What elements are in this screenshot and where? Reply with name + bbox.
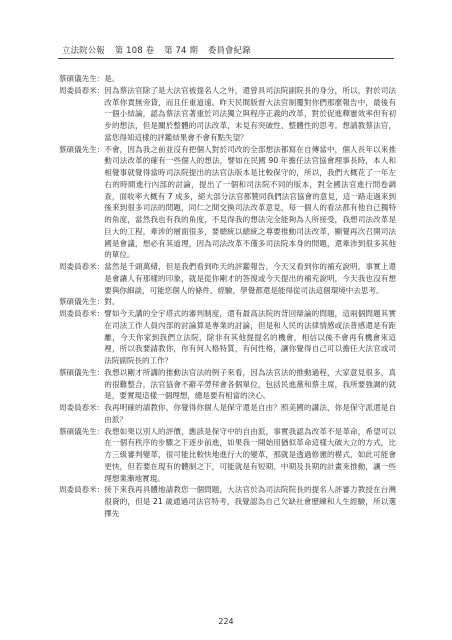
speaker-label: 蔡碩儀先生： bbox=[59, 74, 105, 83]
speaker-label: 周委員春米： bbox=[59, 485, 105, 495]
transcript-paragraph bbox=[59, 484, 396, 519]
speaker-label: 周委員春米： bbox=[59, 309, 105, 318]
speaker-label: 周委員春米： bbox=[59, 403, 105, 412]
transcript-paragraph bbox=[59, 261, 396, 296]
volume-label: 第 108 卷 bbox=[114, 45, 155, 55]
transcript-paragraph bbox=[59, 367, 396, 402]
speaker-label: 蔡碩儀先生： bbox=[59, 297, 105, 307]
speech-text: 是。 bbox=[104, 74, 120, 83]
speech-text: 對。 bbox=[104, 297, 120, 307]
section-label: 委員會紀錄 bbox=[207, 45, 251, 55]
transcript-paragraph bbox=[59, 308, 396, 367]
publication-name: 立法院公報 bbox=[62, 45, 105, 55]
speech-text: 不會，因為我之前並沒有把個人對於司改的全部想法都寫在自傳當中，個人長年以來推動司法改革的確有一些個人的想法，譬如在民國 90 年擔任法官協會理事長時，本人和相覺事就覺得當時司法院提出的法官法版本是比較保守的，所以，我們大概花了一年左右的時間進行內部的討論，提出了一個和司法院不同的版本，對全國法官進行問卷調查，面收率大概有 7 成多，絕大部分法官都贊同我們法官協會的意見，這一路走過來到後來到很多司法的問題，同仁之間交換司法改革意見，每一個人的看法都有他自己獨特的角度，當然我也有我的角度，不見得我的想法完全能夠為人所接受，我想司法改革是巨大的工程，牽涉的層面很多，要總統以總統之尊要推動司法改革，顯覺再次召開司法國是會議，想必有其道理，因為司法改革不僅多司法院本身的問題，還牽涉到很多其他的單位。 bbox=[104, 144, 396, 260]
speech-text: 我想如果以別人的評價，應該是保守中的自由派，事實我認為改革不是革命，希望可以在一個有秩序的步驟之下逐步前進，如果我一開始用猶似革命這樣大破大立的方式，比方三級審判變革，很可能比較快地進行大的變革，那就是透過修憲的模式，如此可能會更快，但若要在現有的體制之下，可能就是有短期、中期及長期的計畫來推動，讓一些理想業漸地實現。 bbox=[104, 426, 396, 483]
transcript-paragraph bbox=[59, 73, 396, 85]
speech-text: 因為蔡法官除了是大法官被提名人之外，還曾具司法院副院長的身分，所以，對於司法改革你責無旁貸，而且任重道遠。昨天民間版督大法官制覆對你們那麼報告中，最後有一個小結論，認為蔡法官著重於司法獨立與程序正義的改革，對於促進釋憲效率但有初步的想法，但是關於整體的司法改革，未見有突破性、整體性的思考。想請教蔡法官，當您得知這樣的評鑑結果會不會有點失望？ bbox=[104, 85, 396, 142]
transcript-paragraph bbox=[59, 426, 396, 485]
speaker-label: 蔡碩儀先生： bbox=[59, 144, 105, 154]
speaker-label: 蔡碩儀先生： bbox=[59, 367, 105, 377]
transcript-paragraph bbox=[59, 296, 396, 308]
speaker-label: 蔡碩儀先生： bbox=[59, 426, 105, 436]
speaker-label: 周委員春米： bbox=[59, 85, 105, 95]
transcript-paragraph bbox=[59, 85, 396, 144]
header-divider bbox=[58, 58, 394, 59]
transcript-paragraph bbox=[59, 144, 396, 262]
transcript-body bbox=[59, 73, 396, 593]
issue-label: 第 74 期 bbox=[164, 45, 199, 55]
speech-text: 譬如今天講的全宇塔式的審判制度，還有最高法院的背回辯論的問題，這兩個問題其實在司法工作人員內部的討論算是專業的討論，但是和人民的法律情感或法普感還是有距離，今天你家到我們立法院，除非有其他提提名的機會，相信以後不會再有機會來這裡，所以我要請教你，你有何人格特質，有何性格，讓你覺得自己可以擔任大法官或司法院副院長的工作？ bbox=[104, 309, 396, 365]
transcript-paragraph bbox=[59, 402, 396, 426]
speaker-label: 周委員春米： bbox=[59, 262, 105, 271]
page-number: 224 bbox=[218, 617, 234, 626]
page-header bbox=[62, 44, 362, 56]
speech-text: 我想以剛才所講的推動法官法的例子來看，因為法官法的推動過程，大家意見很多，真的很難整合，法官協會不辭辛勞拜會各個單位，包括民進黨和蔡主席，我所要強調的就是，要實現這樣一個理想，總是要有相當的決心。 bbox=[104, 367, 396, 401]
speech-text: 當然是千頭萬緒，但是我們看到昨天的評鑑報告，今天又看到你的補充說明，事實上還是會讓人有那樣的印象，就是從你剛才的答復或今天提出的補充說明，今天我也沒有想要與你細談，可能您個人的條件、經驗，學覺都還是能得從司法這個環境中去思考。 bbox=[104, 262, 396, 295]
speech-text: 接下來我再具體地請教您一個問題，大法官於為司法院院長的提名人評審力教授在台灣很資的，但是 21 歲通過司法官特考，我覺認為自己欠缺社會歷練和人生經驗，所以選擇先 bbox=[104, 485, 396, 518]
speech-text: 我再明確的請教你，你覺得你個人是保守還是自由？照美國的講法，你是保守派還是自由派？ bbox=[104, 403, 396, 424]
